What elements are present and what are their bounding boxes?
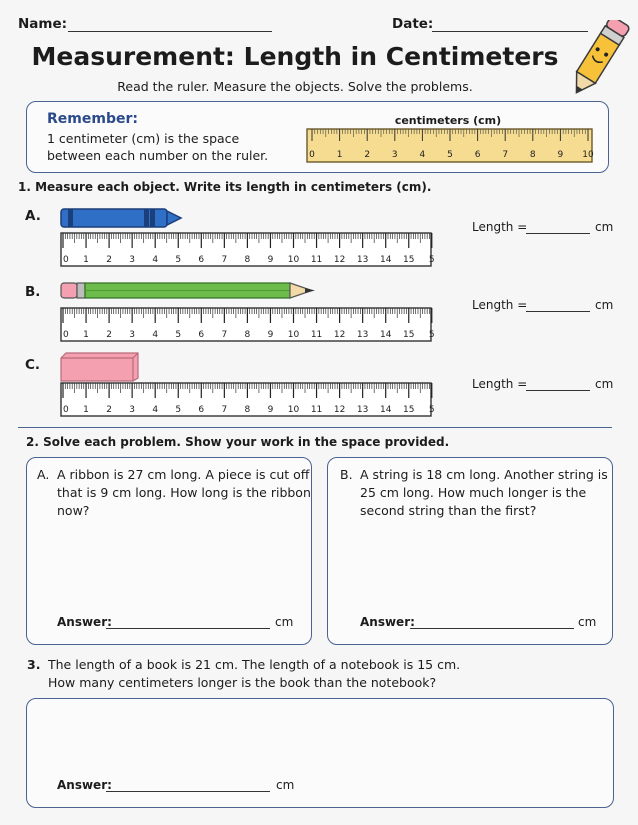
ruler-number: 3 [129,405,136,415]
ruler-number: 7 [221,255,228,265]
ruler-number: 8 [244,405,251,415]
problem-a-line-3: now? [57,503,90,518]
ruler-number: 5 [428,330,435,340]
ruler-number: 15 [403,405,415,415]
problem-b-line-2: 25 cm long. How much longer is the [360,485,587,500]
ruler-number: 14 [379,405,392,415]
item-b-length-field[interactable] [526,311,590,312]
ruler-number: 4 [152,405,159,415]
problem-b-answer-label: Answer: [360,615,415,629]
pencil-mascot-icon [560,20,630,106]
problem-a-letter: A. [37,467,50,482]
crayon-icon [60,206,184,230]
item-b-unit: cm [595,298,614,312]
problem-a-answer-field[interactable] [106,628,270,629]
ruler-number: 8 [529,150,536,160]
ruler-number: 5 [175,255,182,265]
ruler-a [60,232,438,268]
ruler-number: 5 [175,405,182,415]
ruler-number: 10 [287,255,300,265]
ruler-number: 3 [129,255,136,265]
problem-3-unit: cm [276,778,295,792]
section2-instruction: 2. Solve each problem. Show your work in the space provided. [26,435,450,449]
problem-3-answer-field[interactable] [106,791,270,792]
ruler-number: 0 [309,150,315,160]
ruler-number: 0 [63,405,69,415]
problem-b-line-1: A string is 18 cm long. Another string is [360,467,608,482]
ruler-number: 0 [63,330,69,340]
ruler-number: 13 [356,255,369,265]
ruler-number: 9 [267,330,274,340]
ruler-number: 12 [333,330,346,340]
ruler-number: 1 [83,330,89,340]
ruler-number: 8 [244,255,251,265]
problem-b-letter: B. [340,467,353,482]
problem-a-answer-label: Answer: [57,615,112,629]
item-a-unit: cm [595,220,614,234]
item-b-letter: B. [25,284,41,300]
ruler-number: 1 [83,255,89,265]
section3-line-1: The length of a book is 21 cm. The length of a notebook is 15 cm. [48,657,461,672]
ruler-number: 14 [379,255,392,265]
ruler-number: 1 [83,405,89,415]
ruler-number: 15 [403,255,415,265]
ruler-number: 5 [428,255,435,265]
ruler-number: 7 [502,150,509,160]
problem-a-line-2: that is 9 cm long. How long is the ribbon [57,485,311,500]
ruler-number: 2 [364,150,371,160]
ruler-number: 9 [267,405,274,415]
ruler-number: 11 [310,255,323,265]
ruler-number: 12 [333,255,346,265]
date-label: Date: [392,16,434,32]
ruler-number: 6 [198,405,205,415]
ruler-number: 5 [428,405,435,415]
problem-b-line-3: second string than the first? [360,503,537,518]
ruler-number: 7 [221,405,228,415]
item-c-length-field[interactable] [526,390,590,391]
page-title: Measurement: Length in Centimeters [31,42,559,71]
item-c-letter: C. [25,357,41,373]
ruler-b [60,307,438,343]
ruler-number: 10 [582,150,594,160]
eraser-icon [60,352,142,382]
remember-ruler [306,128,594,164]
ruler-number: 10 [287,405,300,415]
ruler-number: 6 [198,330,205,340]
ruler-number: 11 [310,330,323,340]
ruler-c [60,382,438,418]
name-field[interactable] [68,31,272,32]
problem-b-unit: cm [578,615,597,629]
ruler-number: 3 [391,150,398,160]
ruler-number: 8 [244,330,251,340]
ruler-number: 3 [129,330,136,340]
section1-instruction: 1. Measure each object. Write its length in centimeters (cm). [18,180,432,194]
ruler-number: 15 [403,330,415,340]
problem-b-answer-field[interactable] [410,628,574,629]
ruler-number: 11 [310,405,323,415]
ruler-number: 0 [63,255,69,265]
ruler-number: 2 [106,255,112,265]
ruler-number: 6 [198,255,205,265]
ruler-number: 7 [221,330,228,340]
ruler-number: 2 [106,330,112,340]
ruler-caption: centimeters (cm) [394,114,502,127]
pencil-icon [60,280,320,302]
ruler-number: 5 [447,150,453,160]
ruler-number: 12 [333,405,346,415]
item-c-unit: cm [595,377,614,391]
problem-a-line-1: A ribbon is 27 cm long. A piece is cut off [57,467,310,482]
item-a-length-label: Length = [472,220,528,234]
problem-3-answer-label: Answer: [57,778,112,792]
ruler-number: 1 [336,150,343,160]
ruler-number: 9 [267,255,274,265]
ruler-number: 4 [152,255,159,265]
section-divider [18,427,612,428]
ruler-number: 4 [152,330,159,340]
item-a-letter: A. [25,208,41,224]
ruler-number: 4 [419,150,426,160]
section3-line-2: How many centimeters longer is the book than the notebook? [48,675,437,690]
ruler-number: 9 [557,150,564,160]
item-c-length-label: Length = [472,377,528,391]
ruler-number: 13 [356,330,369,340]
ruler-number: 13 [356,405,369,415]
remember-heading: Remember: [47,111,138,127]
ruler-number: 2 [106,405,112,415]
remember-line-2: between each number on the ruler. [47,148,269,163]
section3-number: 3. [27,657,41,672]
item-a-length-field[interactable] [526,233,590,234]
name-label: Name: [18,16,68,32]
item-b-length-label: Length = [472,298,528,312]
problem-a-unit: cm [275,615,294,629]
ruler-number: 6 [474,150,481,160]
page-subtitle: Read the ruler. Measure the objects. Solve the problems. [117,79,473,94]
ruler-number: 5 [175,330,182,340]
ruler-number: 14 [379,330,392,340]
ruler-number: 10 [287,330,300,340]
remember-line-1: 1 centimeter (cm) is the space [47,131,240,146]
